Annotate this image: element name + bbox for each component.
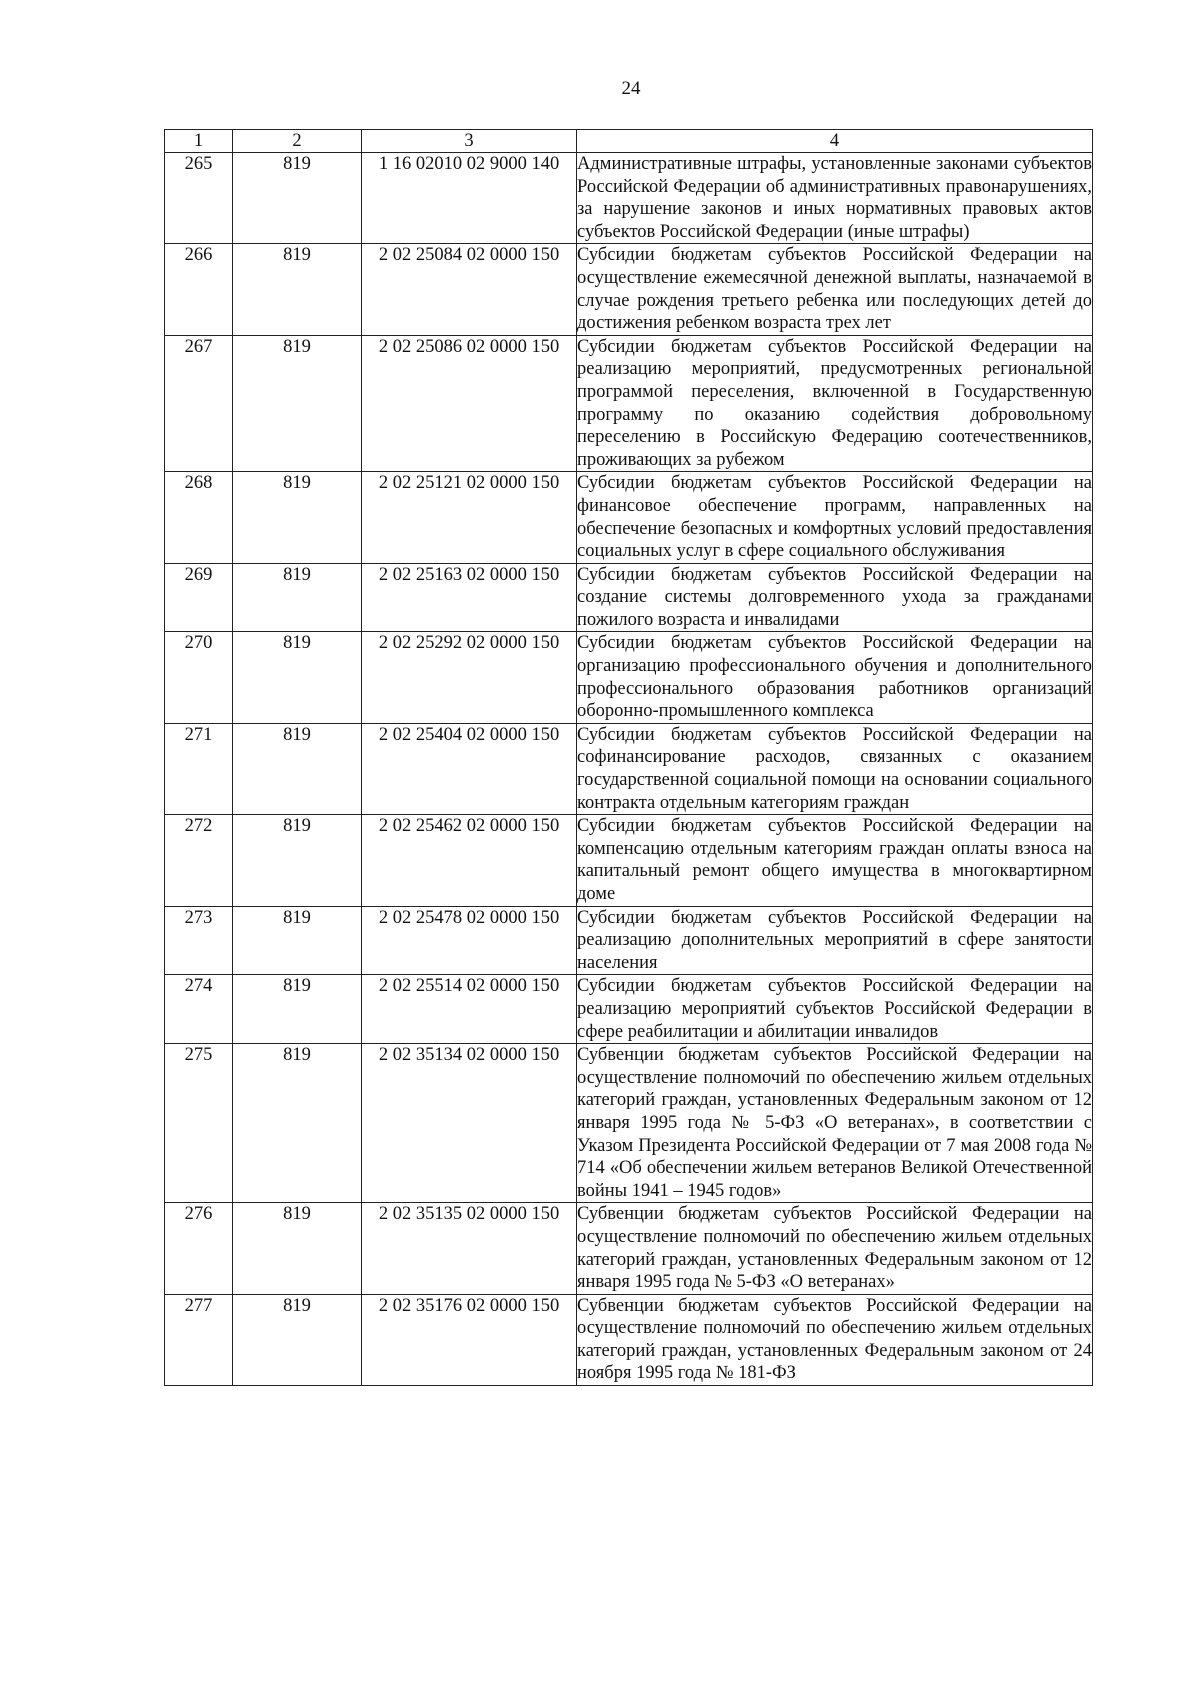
budget-classification-code-cell: 1 16 02010 02 9000 140	[362, 153, 577, 244]
row-number-cell: 267	[165, 335, 233, 472]
admin-code-cell: 819	[233, 1294, 362, 1385]
row-number-cell: 272	[165, 815, 233, 906]
revenue-name-cell: Субсидии бюджетам субъектов Российской Федерации на софинансирование расходов, связанных с оказанием государственной социальной помощи на основании социального контракта отдельным категориям граждан	[577, 723, 1093, 814]
row-number-cell: 268	[165, 472, 233, 563]
page-number: 24	[621, 78, 641, 99]
revenue-name-cell: Субвенции бюджетам субъектов Российской Федерации на осуществление полномочий по обеспечению жильем отдельных категорий граждан, установленных Федеральным законом от 24 ноября 1995 года № 181-ФЗ	[577, 1294, 1093, 1385]
admin-code-cell: 819	[233, 815, 362, 906]
admin-code-cell: 819	[233, 906, 362, 975]
budget-classification-code-cell: 2 02 25163 02 0000 150	[362, 563, 577, 632]
budget-classification-code-cell: 2 02 25084 02 0000 150	[362, 244, 577, 335]
revenue-name-cell: Субсидии бюджетам субъектов Российской Федерации на создание системы долговременного ухода за гражданами пожилого возраста и инвалидами	[577, 563, 1093, 632]
table-row	[165, 815, 1093, 906]
revenue-name-cell: Субсидии бюджетам субъектов Российской Федерации на реализацию мероприятий субъектов Российской Федерации в сфере реабилитации и абилитации инвалидов	[577, 975, 1093, 1044]
admin-code-cell: 819	[233, 153, 362, 244]
budget-classification-code-cell: 2 02 35135 02 0000 150	[362, 1203, 577, 1294]
admin-code-cell: 819	[233, 975, 362, 1044]
revenue-name-cell: Субсидии бюджетам субъектов Российской Федерации на реализацию дополнительных мероприятий в сфере занятости населения	[577, 906, 1093, 975]
table-row	[165, 632, 1093, 723]
budget-classification-code-cell: 2 02 25121 02 0000 150	[362, 472, 577, 563]
table-row	[165, 335, 1093, 472]
row-number-cell: 270	[165, 632, 233, 723]
budget-classification-code-cell: 2 02 35176 02 0000 150	[362, 1294, 577, 1385]
revenue-name-cell: Субвенции бюджетам субъектов Российской Федерации на осуществление полномочий по обеспечению жильем отдельных категорий граждан, установленных Федеральным законом от 12 января 1995 года № 5-ФЗ «О ветеранах», в соответствии с Указом Президента Российской Федерации от 7 мая 2008 года № 714 «Об обеспечении жильем ветеранов Великой Отечественной войны 1941 – 1945 годов»	[577, 1044, 1093, 1203]
table-row	[165, 563, 1093, 632]
row-number-cell: 269	[165, 563, 233, 632]
budget-classification-code-cell: 2 02 25292 02 0000 150	[362, 632, 577, 723]
budget-classification-code-cell: 2 02 35134 02 0000 150	[362, 1044, 577, 1203]
row-number-cell: 277	[165, 1294, 233, 1385]
budget-classification-code-cell: 2 02 25478 02 0000 150	[362, 906, 577, 975]
admin-code-cell: 819	[233, 472, 362, 563]
revenue-name-cell: Субсидии бюджетам субъектов Российской Федерации на организацию профессионального обучения и дополнительного профессионального образования работников организаций оборонно-промышленного комплекса	[577, 632, 1093, 723]
budget-classification-code-cell: 2 02 25514 02 0000 150	[362, 975, 577, 1044]
revenue-name-cell: Субсидии бюджетам субъектов Российской Федерации на осуществление ежемесячной денежной выплаты, назначаемой в случае рождения третьего ребенка или последующих детей до достижения ребенком возраста трех лет	[577, 244, 1093, 335]
admin-code-cell: 819	[233, 723, 362, 814]
revenue-name-cell: Субвенции бюджетам субъектов Российской Федерации на осуществление полномочий по обеспечению жильем отдельных категорий граждан, установленных Федеральным законом от 12 января 1995 года № 5-ФЗ «О ветеранах»	[577, 1203, 1093, 1294]
admin-code-cell: 819	[233, 244, 362, 335]
table-header	[165, 130, 1093, 153]
admin-code-cell: 819	[233, 1203, 362, 1294]
revenue-name-cell: Субсидии бюджетам субъектов Российской Федерации на компенсацию отдельным категориям граждан оплаты взноса на капитальный ремонт общего имущества в многоквартирном доме	[577, 815, 1093, 906]
budget-revenue-table	[164, 129, 1093, 1386]
budget-classification-code-cell: 2 02 25404 02 0000 150	[362, 723, 577, 814]
admin-code-cell: 819	[233, 1044, 362, 1203]
row-number-cell: 271	[165, 723, 233, 814]
table-row	[165, 1203, 1093, 1294]
admin-code-cell: 819	[233, 335, 362, 472]
column-header-3: 3	[362, 130, 577, 153]
table-row	[165, 244, 1093, 335]
budget-classification-code-cell: 2 02 25086 02 0000 150	[362, 335, 577, 472]
table-row	[165, 975, 1093, 1044]
table-row	[165, 153, 1093, 244]
table-row	[165, 1294, 1093, 1385]
table-body	[165, 153, 1093, 1386]
column-header-1: 1	[165, 130, 233, 153]
revenue-name-cell: Субсидии бюджетам субъектов Российской Федерации на реализацию мероприятий, предусмотренных региональной программой переселения, включенной в Государственную программу по оказанию содействия добровольному переселению в Российскую Федерацию соотечественников, проживающих за рубежом	[577, 335, 1093, 472]
row-number-cell: 276	[165, 1203, 233, 1294]
row-number-cell: 273	[165, 906, 233, 975]
revenue-name-cell: Административные штрафы, установленные законами субъектов Российской Федерации об административных правонарушениях, за нарушение законов и иных нормативных правовых актов субъектов Российской Федерации (иные штрафы)	[577, 153, 1093, 244]
table-row	[165, 472, 1093, 563]
revenue-name-cell: Субсидии бюджетам субъектов Российской Федерации на финансовое обеспечение программ, направленных на обеспечение безопасных и комфортных условий предоставления социальных услуг в сфере социального обслуживания	[577, 472, 1093, 563]
table-row	[165, 1044, 1093, 1203]
row-number-cell: 275	[165, 1044, 233, 1203]
column-header-4: 4	[577, 130, 1093, 153]
table-row	[165, 723, 1093, 814]
admin-code-cell: 819	[233, 632, 362, 723]
column-header-2: 2	[233, 130, 362, 153]
header-row	[165, 130, 1093, 153]
row-number-cell: 274	[165, 975, 233, 1044]
budget-classification-code-cell: 2 02 25462 02 0000 150	[362, 815, 577, 906]
row-number-cell: 265	[165, 153, 233, 244]
admin-code-cell: 819	[233, 563, 362, 632]
table-row	[165, 906, 1093, 975]
row-number-cell: 266	[165, 244, 233, 335]
